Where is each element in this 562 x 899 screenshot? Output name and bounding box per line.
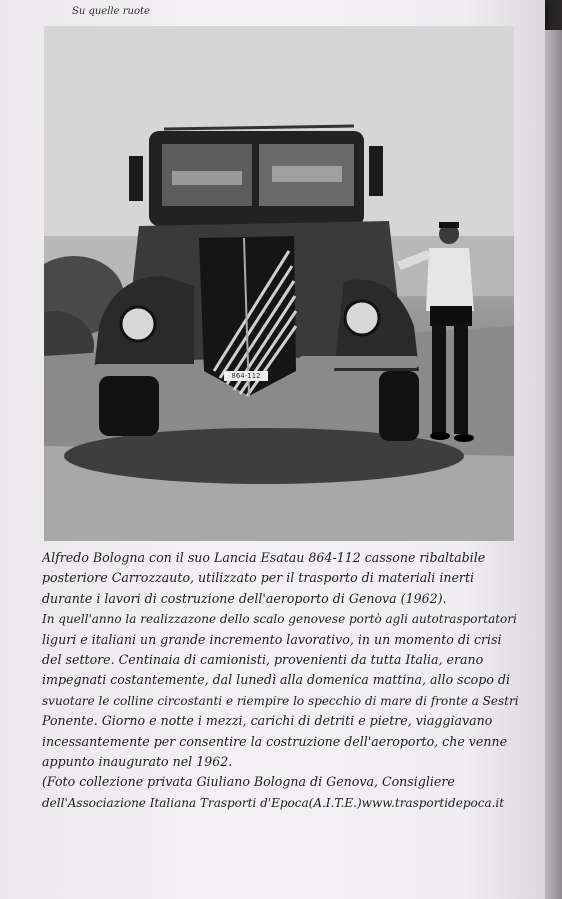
- caption-line: del settore. Centinaia di camionisti, provenienti da tutta Italia, erano: [42, 652, 484, 668]
- caption-line: incessantemente per consentire la costruzione dell'aeroporto, che venne: [42, 733, 508, 749]
- truck-photograph: [44, 26, 514, 541]
- caption-line: posteriore Carrozzauto, utilizzato per il trasporto di materiali inerti: [42, 570, 475, 586]
- caption-line: impegnati costantemente, dal lunedì alla domenica mattina, allo scopo di: [42, 672, 510, 688]
- next-page-edge: [545, 30, 562, 899]
- caption-line: svuotare le colline circostanti e riempire lo specchio di mare di fronte a Sestri: [42, 693, 519, 708]
- truck-illustration: [44, 26, 514, 541]
- caption-line: In quell'anno la realizzazone dello scalo genovese portò agli autotrasportatori: [42, 612, 517, 627]
- caption-line: dell'Associazione Italiana Trasporti d'Epoca(A.I.T.E.)www.trasportidepoca.it: [42, 795, 505, 810]
- caption-line: Alfredo Bologna con il suo Lancia Esatau 864-112 cassone ribaltabile: [42, 550, 486, 565]
- running-header: Su quelle ruote: [72, 6, 150, 17]
- caption-line: (Foto collezione privata Giuliano Bologna di Genova, Consigliere: [42, 774, 455, 790]
- caption-line: Ponente. Giorno e notte i mezzi, carichi di detriti e pietre, viaggiavano: [42, 713, 493, 729]
- caption-line: liguri e italiani un grande incremento lavorativo, in un momento di crisi: [42, 631, 502, 647]
- license-plate: 864-112: [231, 372, 261, 380]
- photo-caption: [42, 548, 522, 813]
- caption-line: appunto inaugurato nel 1962.: [42, 754, 233, 770]
- caption-line: durante i lavori di costruzione dell'aeroporto di Genova (1962).: [42, 590, 447, 606]
